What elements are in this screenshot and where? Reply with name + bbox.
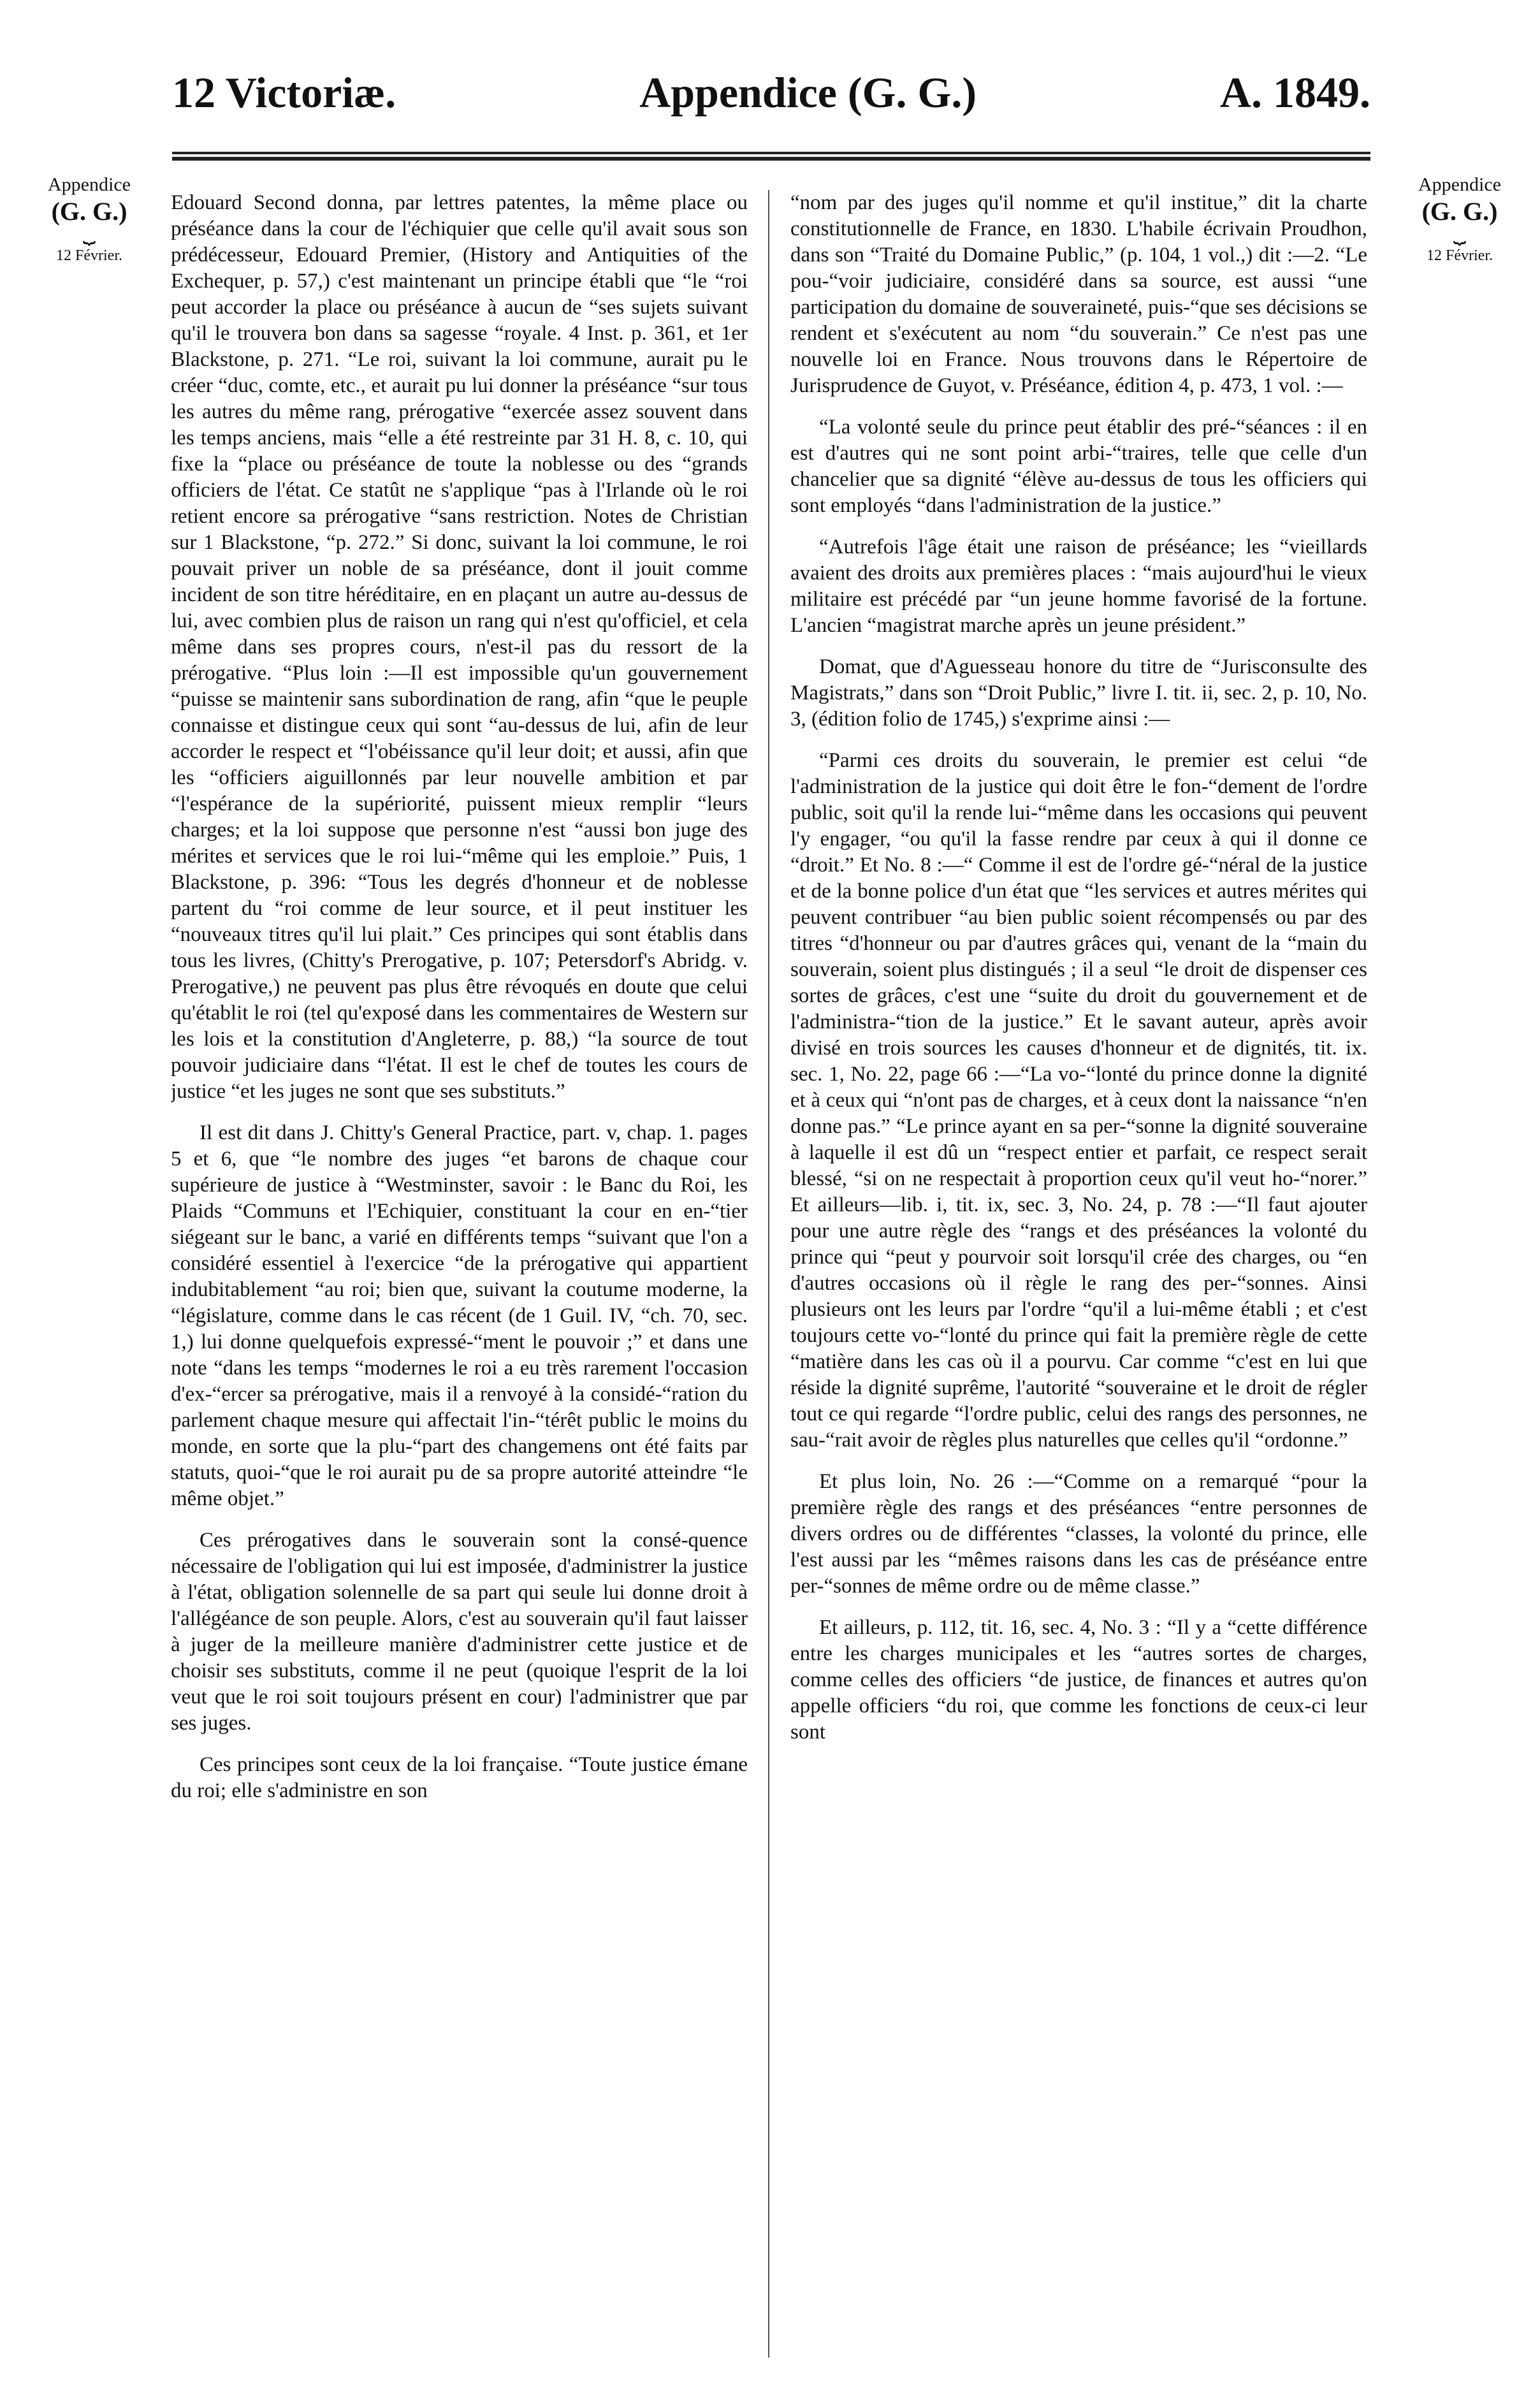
header-rule-thick — [172, 157, 1370, 161]
margin-label: Appendice — [48, 174, 131, 195]
header-session: 12 Victoriæ. — [172, 68, 396, 117]
right-column — [790, 190, 1367, 2357]
paragraph: Et ailleurs, p. 112, tit. 16, sec. 4, No. 3 : “Il y a “cette différence entre les charges municipales et les “autres sortes de charges, comme celles des officiers “de justice, de finances et autres qu'on appelle officiers “du roi, que comme les fonctions de ceux-ci leur sont — [790, 1616, 1367, 1744]
paragraph: Et plus loin, No. 26 :—“Comme on a remarqué “pour la première règle des rangs et des préséances “entre personnes de divers ordres ou de différentes “classes, la volonté du prince, elle l'est aussi par les “mêmes raisons dans les cas de préséance entre per-“sonnes de même ordre ou de même classe.” — [790, 1470, 1367, 1598]
margin-code: (G. G.) — [1421, 197, 1498, 226]
header-appendix: Appendice (G. G.) — [639, 68, 977, 117]
margin-brace: ⏟ — [1453, 221, 1467, 244]
left-column — [171, 190, 748, 2357]
quotation: “Parmi ces droits du souverain, le premier est celui “de l'administration de la justice qui doit être le fon-“dement de l'ordre public, soit qu'il la rende lui-“même dans les occasions qui peuvent l'y engager, “ou qu'il la fasse rendre par ceux à qui il donne ce “droit.” Et No. 8 :—“ Comme il est de l'ordre gé-“néral de la justice et de la bonne police d'un état que “les services et autres mérites qui peuvent contribuer “au bien public soient récompensés ou par des titres “d'honneur ou par d'autres grâces qui, venant de la “main du souverain, soient plus distingués ; il a seul “le droit de dispenser ces sortes de grâces, c'est une “suite du droit du gouvernement et de l'administra-“tion de la justice.” Et le savant auteur, après avoir divisé en trois sources les causes d'honneur et de dignités, tit. ix. sec. 1, No. 22, page 66 :—“La vo-“lonté du prince donne la dignité et à ceux qui “n'ont pas de charges, et à ceux dont la naissance “n'en donne pas.” “Le prince ayant en sa per-“sonne la dignité souveraine à laquelle il est dû un “respect entier et parfait, ce respect serait blessé, “si on ne respectait à proportion ceux qu'il veut ho-“norer.” Et ailleurs—lib. i, tit. ix, sec. 3, No. 24, p. 78 :—“Il faut ajouter pour une autre règle des “rangs et des préséances la volonté du prince qui “peut y pourvoir soit lorsqu'il crée des charges, ou “en d'autres occasions où il règle le rang des per-“sonnes. Ainsi plusieurs ont les leurs par l'ordre “qu'il a lui-même établi ; et c'est toujours cette vo-“lonté du prince qui fait la première règle de cette “matière dans les cas où il a pourvu. Car comme “c'est en lui que réside la dignité suprême, l'autorité “souveraine et le droit de régler tout ce qui regarde “l'ordre public, celui des rangs des personnes, ne sau-“rait avoir de règles plus naturelles que celles qu'il “ordonne.” — [790, 749, 1367, 1452]
margin-date: 12 Février. — [1427, 247, 1493, 264]
paragraph: “nom par des juges qu'il nomme et qu'il institue,” dit la charte constitutionnelle de France, en 1830. L'habile écrivain Proudhon, dans son “Traité du Domaine Public,” (p. 104, 1 vol.,) dit :—2. “Le pou-“voir judiciaire, considéré dans sa source, est aussi “une participation du domaine de souveraineté, puis-“que ses décisions se rendent et s'exécutent au nom “du souverain.” Ce n'est pas une nouvelle loi en France. Nous trouvons dans le Répertoire de Jurisprudence de Guyot, v. Préséance, édition 4, p. 473, 1 vol. :— — [790, 191, 1367, 397]
margin-date: 12 Février. — [56, 247, 122, 264]
header-year: A. 1849. — [1219, 68, 1370, 117]
quotation: “Autrefois l'âge était une raison de préséance; les “vieillards avaient des droits aux premières places : “mais aujourd'hui le vieux militaire est précédé par “un jeune homme favorisé de la fortune. L'ancien “magistrat marche après un jeune président.” — [790, 536, 1367, 637]
paragraph: Il est dit dans J. Chitty's General Practice, part. v, chap. 1. pages 5 et 6, que “le nombre des juges “et barons de chaque cour supérieure de justice à “Westminster, savoir : le Banc du Roi, les Plaids “Communs et l'Echiquier, constituant la cour en en-“tier siégeant sur le banc, a varié en différents temps “suivant que l'on a considéré essentiel à l'exercice “de la prérogative qui appartient indubitablement “au roi; bien que, suivant la coutume moderne, la “législature, comme dans le cas récent (de 1 Guil. IV, “ch. 70, sec. 1,) lui donne quelquefois expressé-“ment le pouvoir ;” et dans une note “dans les temps “modernes le roi a eu très rarement l'occasion d'ex-“ercer sa prérogative, mais il a renvoyé à la considé-“ration du parlement chaque mesure qui affectait l'in-“térêt public le moins du monde, en sorte que la plu-“part des changemens ont été faits par statuts, quoi-“que le roi aurait pu de sa propre autorité atteindre “le même objet.” — [171, 1121, 748, 1510]
page-header — [172, 61, 1370, 124]
column-divider — [768, 190, 769, 2357]
right-margin-note — [1396, 173, 1523, 265]
left-margin-note — [25, 173, 153, 265]
margin-brace: ⏟ — [82, 221, 96, 244]
paragraph: Ces principes sont ceux de la loi française. “Toute justice émane du roi; elle s'administre en son — [171, 1753, 748, 1802]
paragraph: Domat, que d'Aguesseau honore du titre de “Jurisconsulte des Magistrats,” dans son “Droit Public,” livre I. tit. ii, sec. 2, p. 10, No. 3, (édition folio de 1745,) s'exprime ainsi :— — [790, 655, 1367, 731]
margin-code: (G. G.) — [51, 197, 127, 226]
paragraph: Ces prérogatives dans le souverain sont la consé-quence nécessaire de l'obligation qui lui est imposée, d'administrer la justice à l'état, obligation solennelle de sa part qui seule lui donne droit à l'allégéance de son peuple. Alors, c'est au souverain qu'il faut laisser à juger de la meilleure manière d'administrer cette justice et de choisir ses substituts, comme il ne peut (quoique l'esprit de la loi veut que le roi soit toujours présent en cour) l'administrer que par ses juges. — [171, 1529, 748, 1735]
header-rule-thin — [172, 152, 1370, 154]
margin-label: Appendice — [1418, 174, 1501, 195]
quotation: “La volonté seule du prince peut établir des pré-“séances : il en est d'autres qui ne sont point arbi-“traires, telle que celle d'un chancelier que sa dignité “élève au-dessus de tous les officiers qui sont employés “dans l'administration de la justice.” — [790, 416, 1367, 517]
paragraph: Edouard Second donna, par lettres patentes, la même place ou préséance dans la cour de l'échiquier que celle qu'il avait sous son prédécesseur, Edouard Premier, (History and Antiquities of the Exchequer, p. 57,) c'est maintenant un principe établi que “le “roi peut accorder la place ou préséance à aucun de “ses sujets suivant qu'il le trouvera bon dans sa sagesse “royale. 4 Inst. p. 361, et 1er Blackstone, p. 271. “Le roi, suivant la loi commune, aurait pu le créer “duc, comte, etc., et aurait pu lui donner la préséance “sur tous les autres du même rang, prérogative “exercée assez souvent dans les temps anciens, mais “elle a été restreinte par 31 H. 8, c. 10, qui fixe la “place ou préséance de toute la noblesse ou des “grands officiers de l'état. Ce statût ne s'applique “pas à l'Irlande où le roi retient encore sa prérogative “sans restriction. Notes de Christian sur 1 Blackstone, “p. 272.” Si donc, suivant la loi commune, le roi pouvait priver un noble de sa préséance, dont il jouit comme incident de son titre héréditaire, en en plaçant un autre au-dessus de lui, avec combien plus de raison un rang qui n'est qu'officiel, et cela même dans ses propres cours, n'est-il pas du ressort de la prérogative. “Plus loin :—Il est impossible qu'un gouvernement “puisse se maintenir sans subordination de rang, afin “que le peuple connaisse et distingue ceux qui sont “au-dessus de lui, afin de leur accorder le respect et “l'obéissance qu'il leur doit; et aussi, afin que les “officiers aiguillonnés par leur nouvelle ambition et par “l'espérance de la supériorité, puissent mieux remplir “leurs charges; et la loi suppose que personne n'est “aussi bon juge des mérites et services que le roi lui-“même qui les emploie.” Puis, 1 Blackstone, p. 396: “Tous les degrés d'honneur et de noblesse partent du “roi comme de leur source, et il peut instituer les “nouveaux titres qu'il lui plait.” Ces principes qui sont établis dans tous les livres, (Chitty's Prerogative, p. 107; Petersdorf's Abridg. v. Prerogative,) ne peuvent pas plus être révoqués en doute que celui qu'établit le roi (tel qu'exposé dans les commentaires de Western sur les lois et la constitution d'Angleterre, p. 88,) “la source de tout pouvoir judiciaire dans “l'état. Il est le chef de toutes les cours de justice “et les juges ne sont que ses substituts.” — [171, 191, 748, 1103]
